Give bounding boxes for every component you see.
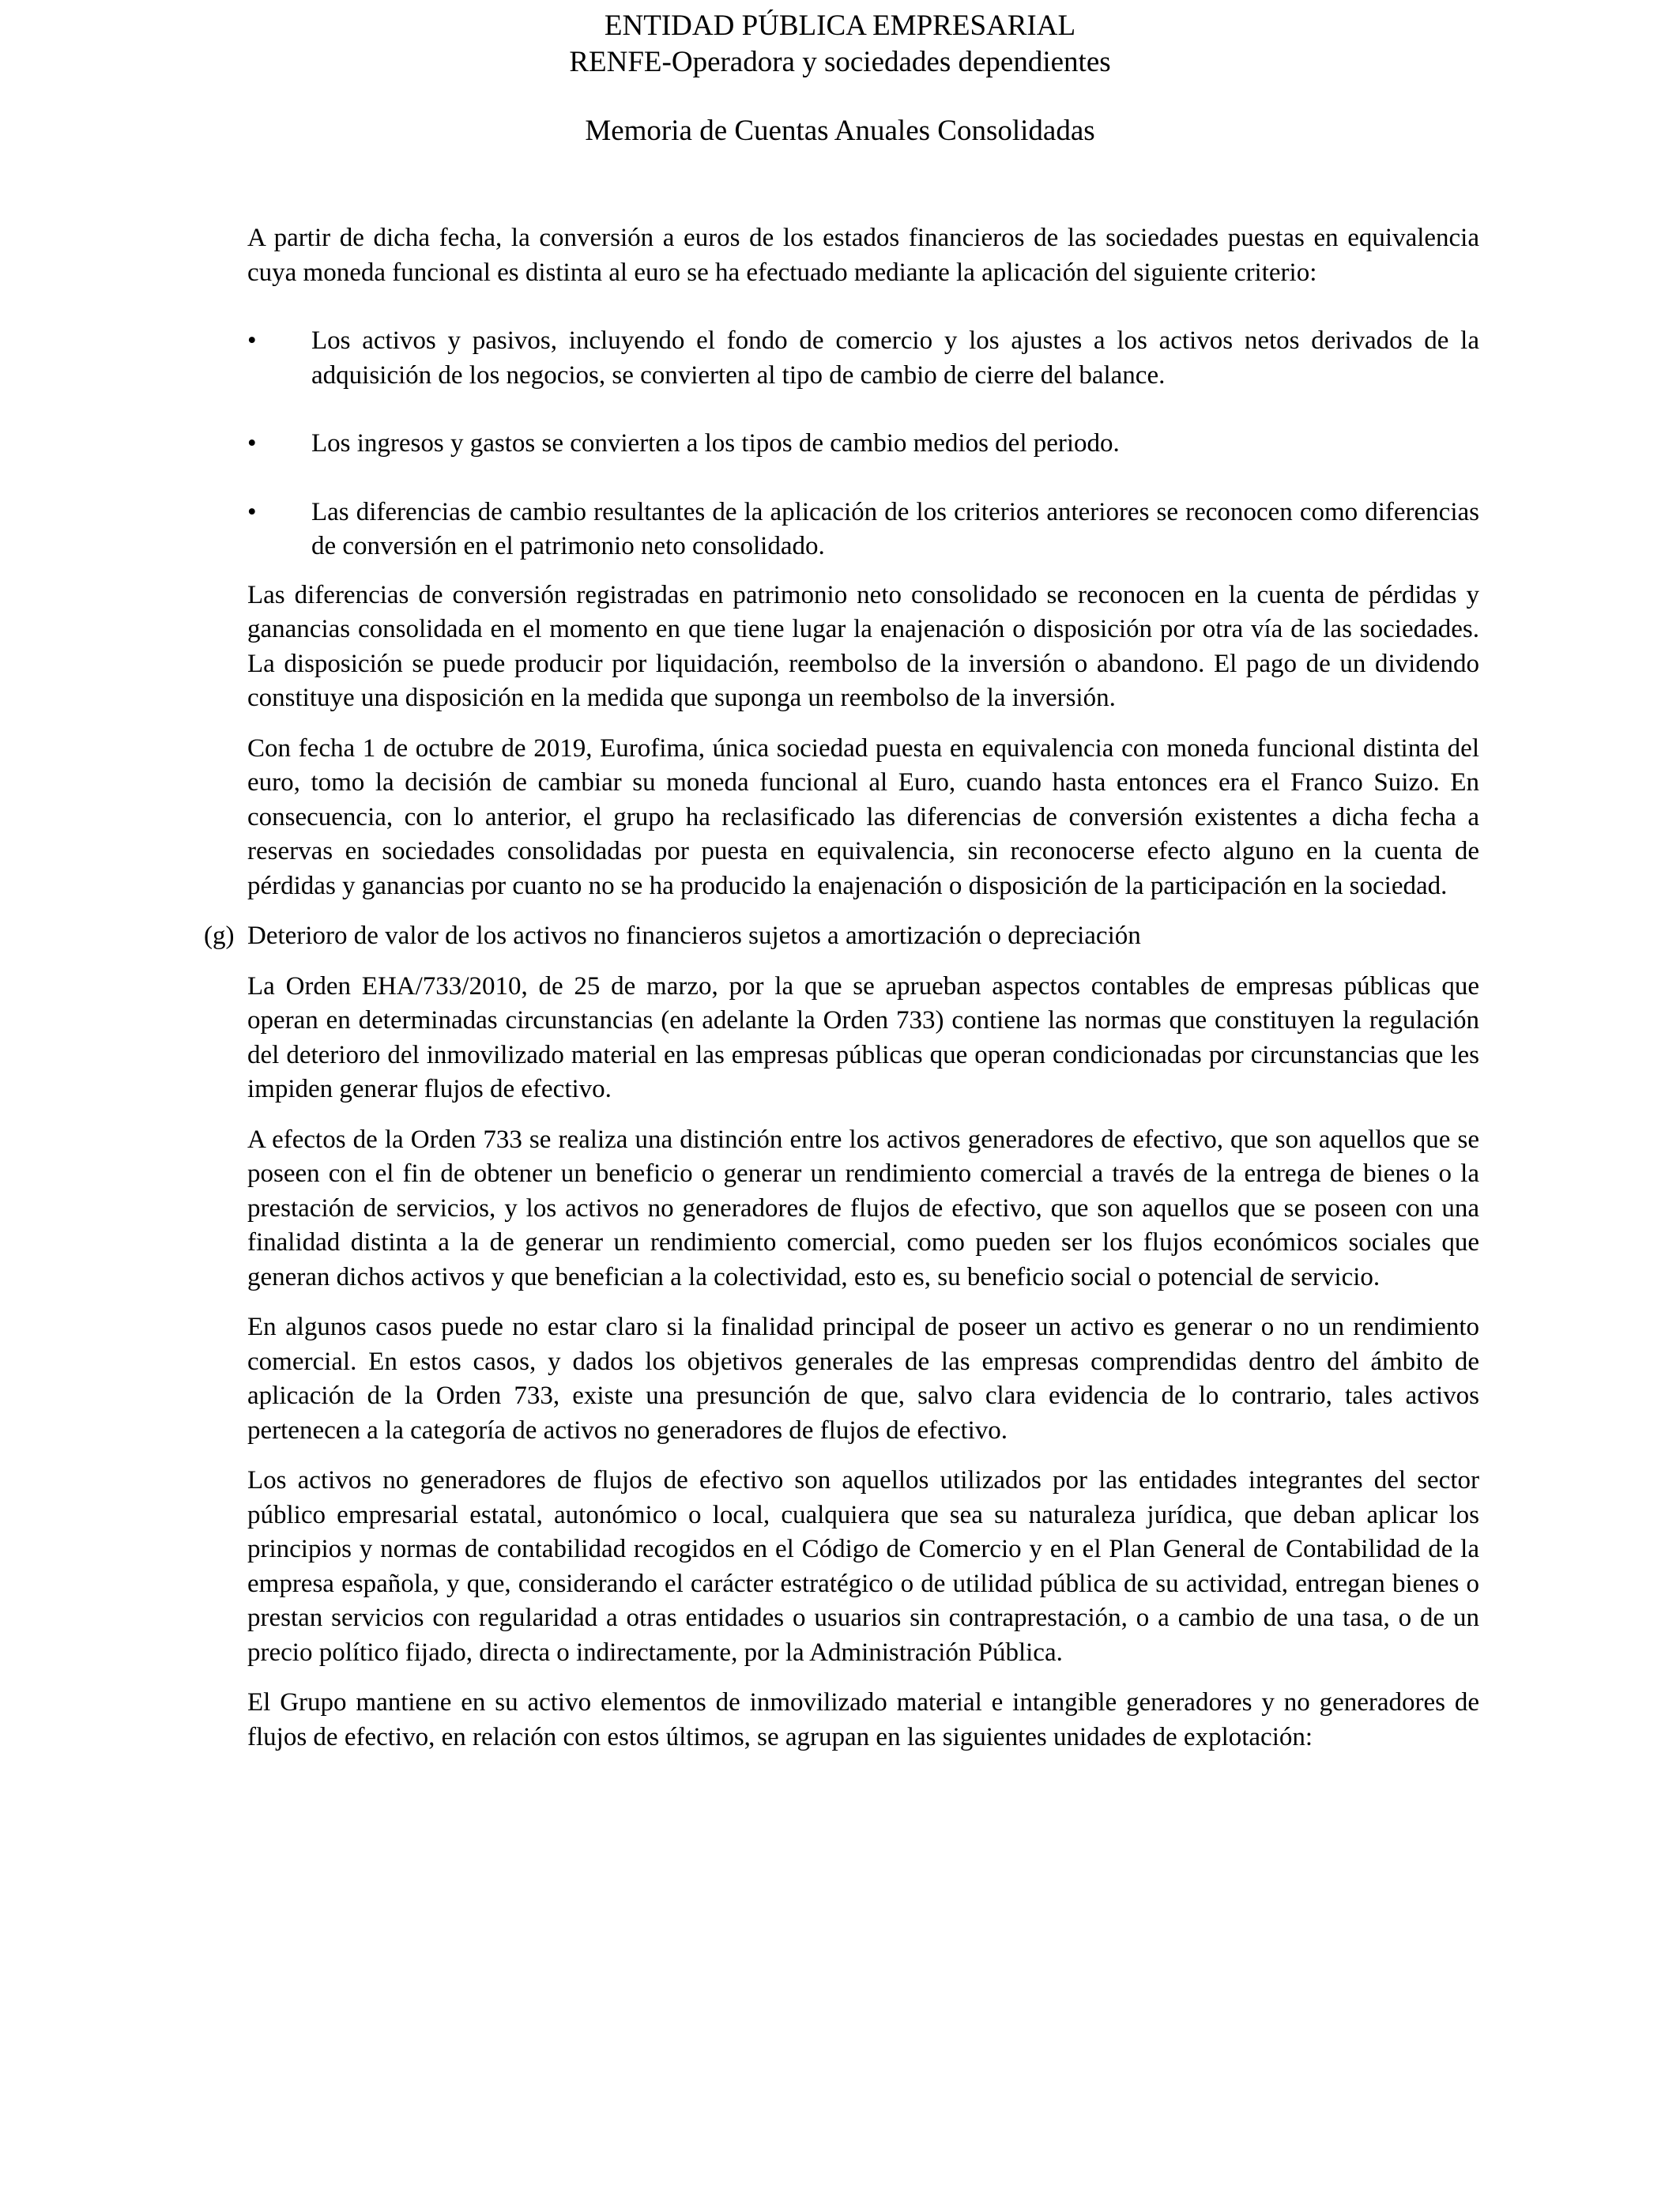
section-title: Deterioro de valor de los activos no financieros sujetos a amortización o depreciación xyxy=(247,922,1141,950)
paragraph-intro: A partir de dicha fecha, la conversión a euros de los estados financieros de las sociedades puestas en equivalencia cuya moneda funcional es distinta al euro se ha efectuado mediante la aplicación del siguiente criterio: xyxy=(247,224,1479,287)
bullet-item xyxy=(247,427,1479,462)
paragraph-algunos-casos: En algunos casos puede no estar claro si la finalidad principal de poseer un activo es generar o no un rendimiento comercial. En estos casos, y dados los objetivos generales de las empresas comprendidas dentro del ámbito de aplicación de la Orden 733, existe una presunción de que, salvo clara evidencia de lo contrario, tales activos pertenecen a la categoría de activos no generadores de flujos de efectivo. xyxy=(247,1313,1479,1445)
header-document-title: Memoria de Cuentas Anuales Consolidadas xyxy=(585,115,1095,147)
bullet-text: Los ingresos y gastos se convierten a los tipos de cambio medios del periodo. xyxy=(311,429,1120,458)
bullet-list xyxy=(247,324,1479,564)
paragraph-diferencias: Las diferencias de conversión registradas en patrimonio neto consolidado se reconocen en la cuenta de pérdidas y ganancias consolidada en el momento en que tiene lugar la enajenación o disposición por otra vía de las sociedades. La disposición se puede producir por liquidación, reembolso de la inversión o abandono. El pago de un dividendo constituye una disposición en la medida que suponga un reembolso de la inversión. xyxy=(247,580,1479,712)
paragraph-grupo: El Grupo mantiene en su activo elementos de inmovilizado material e intangible generadores y no generadores de flujos de efectivo, en relación con estos últimos, se agrupan en las siguientes unidades de explotación: xyxy=(247,1688,1479,1751)
bullet-marker: • xyxy=(247,429,257,458)
bullet-item xyxy=(247,324,1479,393)
page-header xyxy=(0,8,1680,149)
header-entity: ENTIDAD PÚBLICA EMPRESARIAL xyxy=(604,9,1076,42)
paragraph-eurofima: Con fecha 1 de octubre de 2019, Eurofima, única sociedad puesta en equivalencia con moneda funcional distinta del euro, tomo la decisión de cambiar su moneda funcional al Euro, cuando hasta entonces era el Franco Suizo. En consecuencia, con lo anterior, el grupo ha reclasificado las diferencias de conversión existentes a dicha fecha a reservas en sociedades consolidadas por puesta en equivalencia, sin reconocerse efecto alguno en la cuenta de pérdidas y ganancias por cuanto no se ha producido la enajenación o disposición de la participación en la sociedad. xyxy=(247,733,1479,900)
bullet-marker: • xyxy=(247,497,257,526)
bullet-text: Los activos y pasivos, incluyendo el fondo de comercio y los ajustes a los activos netos derivados de la adquisición de los negocios, se convierten al tipo de cambio de cierre del balance. xyxy=(311,326,1479,390)
header-company: RENFE-Operadora y sociedades dependientes xyxy=(569,46,1111,78)
bullet-text: Las diferencias de cambio resultantes de la aplicación de los criterios anteriores se reconocen como diferencias de conversión en el patrimonio neto consolidado. xyxy=(311,497,1479,560)
paragraph-no-generadores: Los activos no generadores de flujos de efectivo son aquellos utilizados por las entidades integrantes del sector público empresarial estatal, autonómico o local, cualquiera que sea su naturaleza jurídica, que deban aplicar los principios y normas de contabilidad recogidos en el Código de Comercio y en el Plan General de Contabilidad de la empresa española, y que, considerando el carácter estratégico o de utilidad pública de su actividad, entregan bienes o prestan servicios con regularidad a otras entidades o usuarios sin contraprestación, o a cambio de una tasa, o de un precio político fijado, directa o indirectamente, por la Administración Pública. xyxy=(247,1466,1479,1667)
bullet-marker: • xyxy=(247,326,257,355)
paragraph-orden: La Orden EHA/733/2010, de 25 de marzo, por la que se aprueban aspectos contables de empresas públicas que operan en determinadas circunstancias (en adelante la Orden 733) contiene las normas que constituyen la regulación del deterioro del inmovilizado material en las empresas públicas que operan condicionadas por circunstancias que les impiden generar flujos de efectivo. xyxy=(247,971,1479,1103)
paragraph-efectos: A efectos de la Orden 733 se realiza una distinción entre los activos generadores de efectivo, que son aquellos que se poseen con el fin de obtener un beneficio o generar un rendimiento comercial a través de la entrega de bienes o la prestación de servicios, y los activos no generadores de flujos de efectivo, que son aquellos que se poseen con una finalidad distinta a la de generar un rendimiento comercial, como pueden ser los flujos económicos sociales que generan dichos activos y que benefician a la colectividad, esto es, su beneficio social o potencial de servicio. xyxy=(247,1125,1479,1291)
bullet-item xyxy=(247,496,1479,564)
section-marker: (g) xyxy=(204,922,235,950)
section-heading-g xyxy=(204,919,1479,954)
document-body xyxy=(204,221,1479,1755)
